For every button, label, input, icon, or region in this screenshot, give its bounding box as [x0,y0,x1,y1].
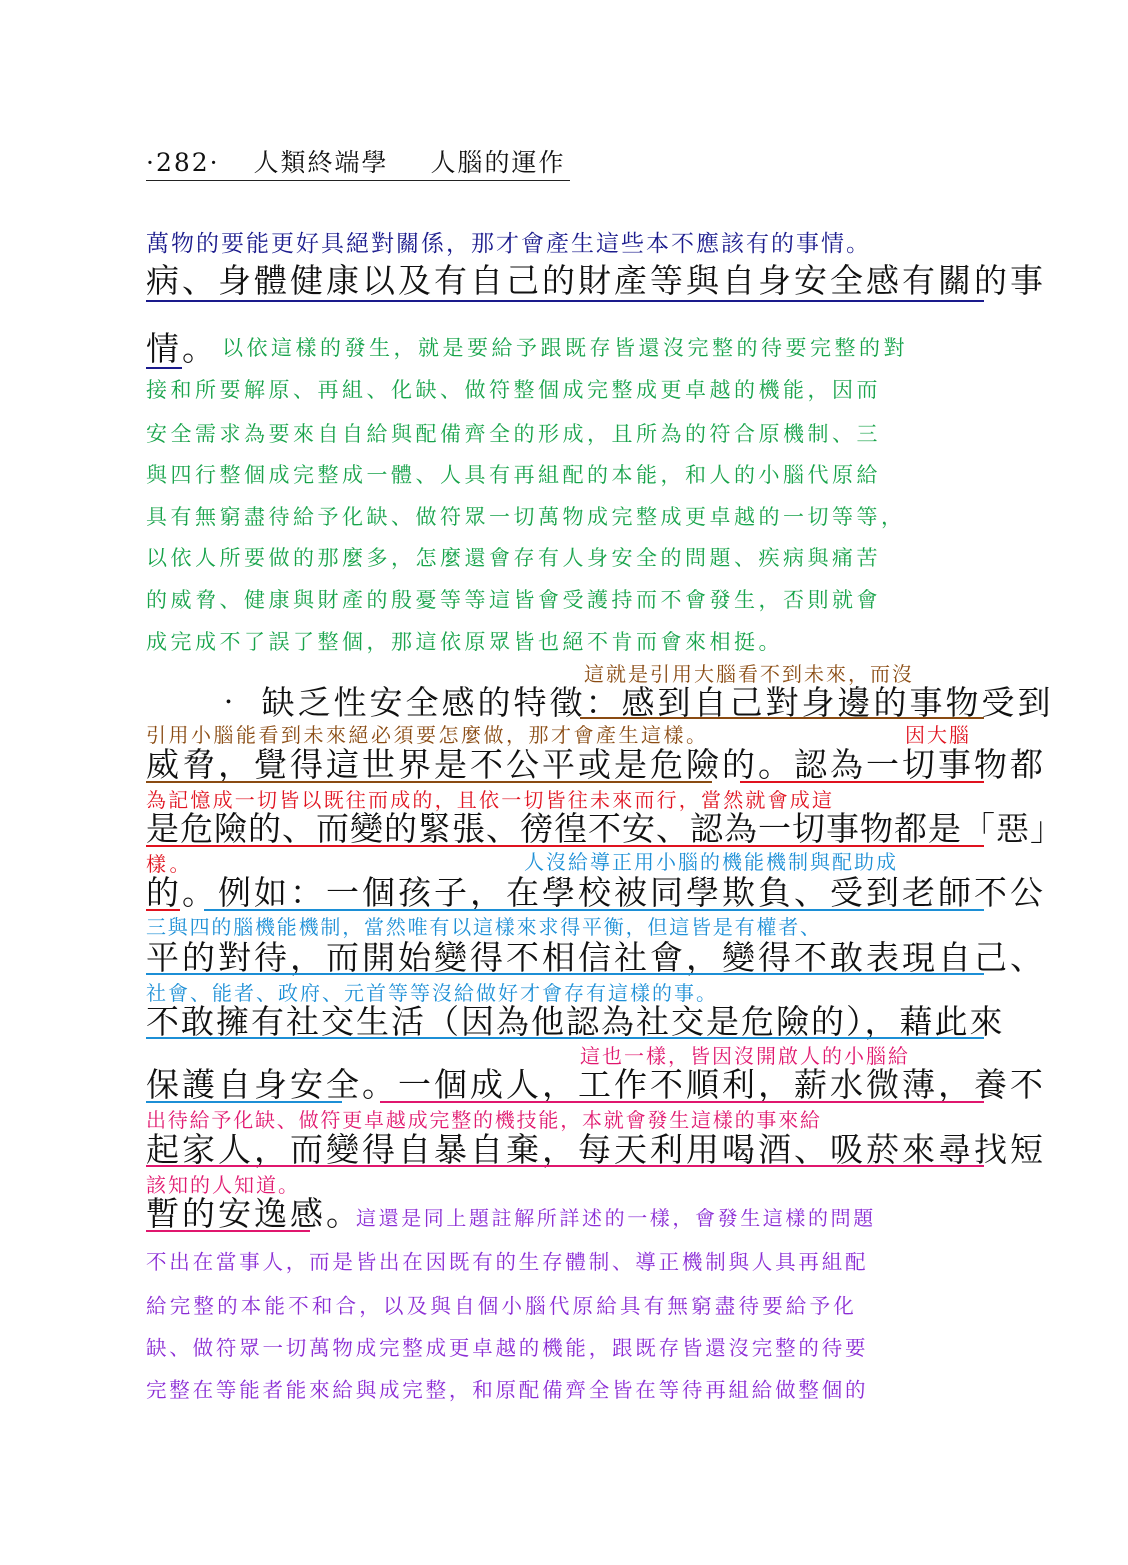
annotation-line: 接和所要解原、再組、化缺、做符整個成完整成更卓越的機能，因而 [146,378,881,402]
main-text-fragment: 感到自己對身邊的事物受到 [621,683,1054,722]
page-number: ·282· [146,148,220,177]
annotation-line: 不出在當事人，而是皆出在因既有的生存體制、導正機制與人具再組配 [146,1250,869,1274]
main-text-fragment: 。 [182,873,218,912]
underline [380,1101,984,1103]
main-text-fragment: 。 [362,1065,398,1104]
main-text-line: 平的對待，而開始變得不相信社會，變得不敢表現自己、 [146,938,1046,977]
annotation-line: 因大腦 [905,723,971,747]
main-text-fragment: 認為一切事物都 [794,745,1046,784]
main-text-fragment: 情 [146,329,182,368]
underline [146,845,984,847]
page-header [146,150,565,175]
annotation-line: 以依人所要做的那麼多，怎麼還會存有人身安全的問題、疾病與痛苦 [146,546,881,570]
annotation-line: 安全需求為要來自自給與配備齊全的形成，且所為的符合原機制、三 [146,422,881,446]
underline [740,781,984,783]
annotation-line: 這就是引用大腦看不到未來，而沒 [584,662,914,686]
underline [204,909,984,911]
underline [580,717,984,719]
underline [146,367,182,369]
annotation-line: 樣。 [146,852,193,876]
chapter-title: 人腦的運作 [430,148,566,177]
underline [146,1230,310,1232]
underline [146,1101,342,1103]
annotation-line: 完整在等能者能來給與成完整，和原配備齊全皆在等待再組給做整個的 [146,1378,869,1402]
main-text-fragment: 暫的安逸感 [146,1194,326,1233]
annotation-line: 給完整的本能不和合，以及與自個小腦代原給具有無窮盡待要給予化 [146,1294,857,1318]
underline [146,973,984,975]
annotation-line: 人沒給導正用小腦的機能機制與配助成 [524,850,898,874]
main-text-line [146,329,218,368]
main-text-line: 不敢擁有社交生活（因為他認為社交是危險的），藉此來 [146,1002,1005,1041]
annotation-line: 這也一樣，皆因沒開啟人的小腦給 [580,1044,910,1068]
main-text-fragment: 。 [326,1194,362,1233]
annotation-line: 的威脅、健康與財產的殷憂等等這皆會受護持而不會發生，否則就會 [146,588,881,612]
section-heading: ‧ 缺乏性安全感的特徵： [212,683,622,722]
main-text-line: 起家人，而變得自暴自棄，每天利用喝酒、吸菸來尋找短 [146,1130,1046,1169]
annotation-line: 這還是同上題註解所詳述的一樣，會發生這樣的問題 [356,1206,876,1230]
underline [146,1037,984,1039]
annotation-line: 缺、做符眾一切萬物成完整成更卓越的機能，跟既存皆還沒完整的待要 [146,1336,869,1360]
annotation-line: 以依這樣的發生，就是要給予跟既存皆還沒完整的待要完整的對 [222,336,908,360]
main-text-fragment: 。 [758,745,794,784]
annotation-line: 為記憶成一切皆以既往而成的，且依一切皆往未來而行，當然就會成這 [146,788,835,812]
underline [146,300,984,302]
annotation-line: 引用小腦能看到未來絕必須要怎麼做，那才會產生這樣。 [146,723,709,747]
main-text-fragment: 例如：一個孩子，在學校被同學欺負、受到老師不公 [218,873,1046,912]
book-title: 人類終端學 [253,148,389,177]
main-text-line: 是危險的、而變的緊張、徬徨不安、認為一切事物都是「惡」 [146,809,1064,848]
underline [146,1165,984,1167]
main-text-fragment: 的 [146,873,182,912]
main-text-line [146,1194,362,1233]
annotation-line: 社會、能者、政府、元首等等沒給做好才會存有這樣的事。 [146,981,718,1005]
main-text-line [212,683,1054,722]
annotation-line: 成完成不了誤了整個，那這依原眾皆也絕不肯而會來相挺。 [146,630,783,654]
annotation-line: 三與四的腦機能機制，當然唯有以這樣來求得平衡，但這皆是有權者、 [146,915,822,939]
main-text-line: 病、身體健康以及有自己的財產等與自身安全感有關的事 [146,261,1046,300]
header-rule [146,180,570,181]
underline [146,909,180,911]
main-text-fragment: 威脅，覺得這世界是不公平或是危險的 [146,745,758,784]
main-text-fragment: 一個成人，工作不順利，薪水微薄，養不 [398,1065,1046,1104]
annotation-line: 具有無窮盡待給予化缺、做符眾一切萬物成完整成更卓越的一切等等， [146,505,906,529]
annotation-line: 該知的人知道。 [146,1173,300,1197]
main-text-line [146,873,1046,912]
annotation-line: 出待給予化缺、做符更卓越成完整的機技能，本就會發生這樣的事來給 [146,1108,822,1132]
underline [146,781,712,783]
annotation-line: 與四行整個成完整成一體、人具有再組配的本能，和人的小腦代原給 [146,463,881,487]
main-text-fragment: 。 [182,329,218,368]
main-text-line [146,745,1046,784]
annotation-line: 萬物的要能更好具絕對關係，那才會產生這些本不應該有的事情。 [146,231,871,257]
main-text-fragment: 保護自身安全 [146,1065,362,1104]
main-text-line [146,1065,1046,1104]
